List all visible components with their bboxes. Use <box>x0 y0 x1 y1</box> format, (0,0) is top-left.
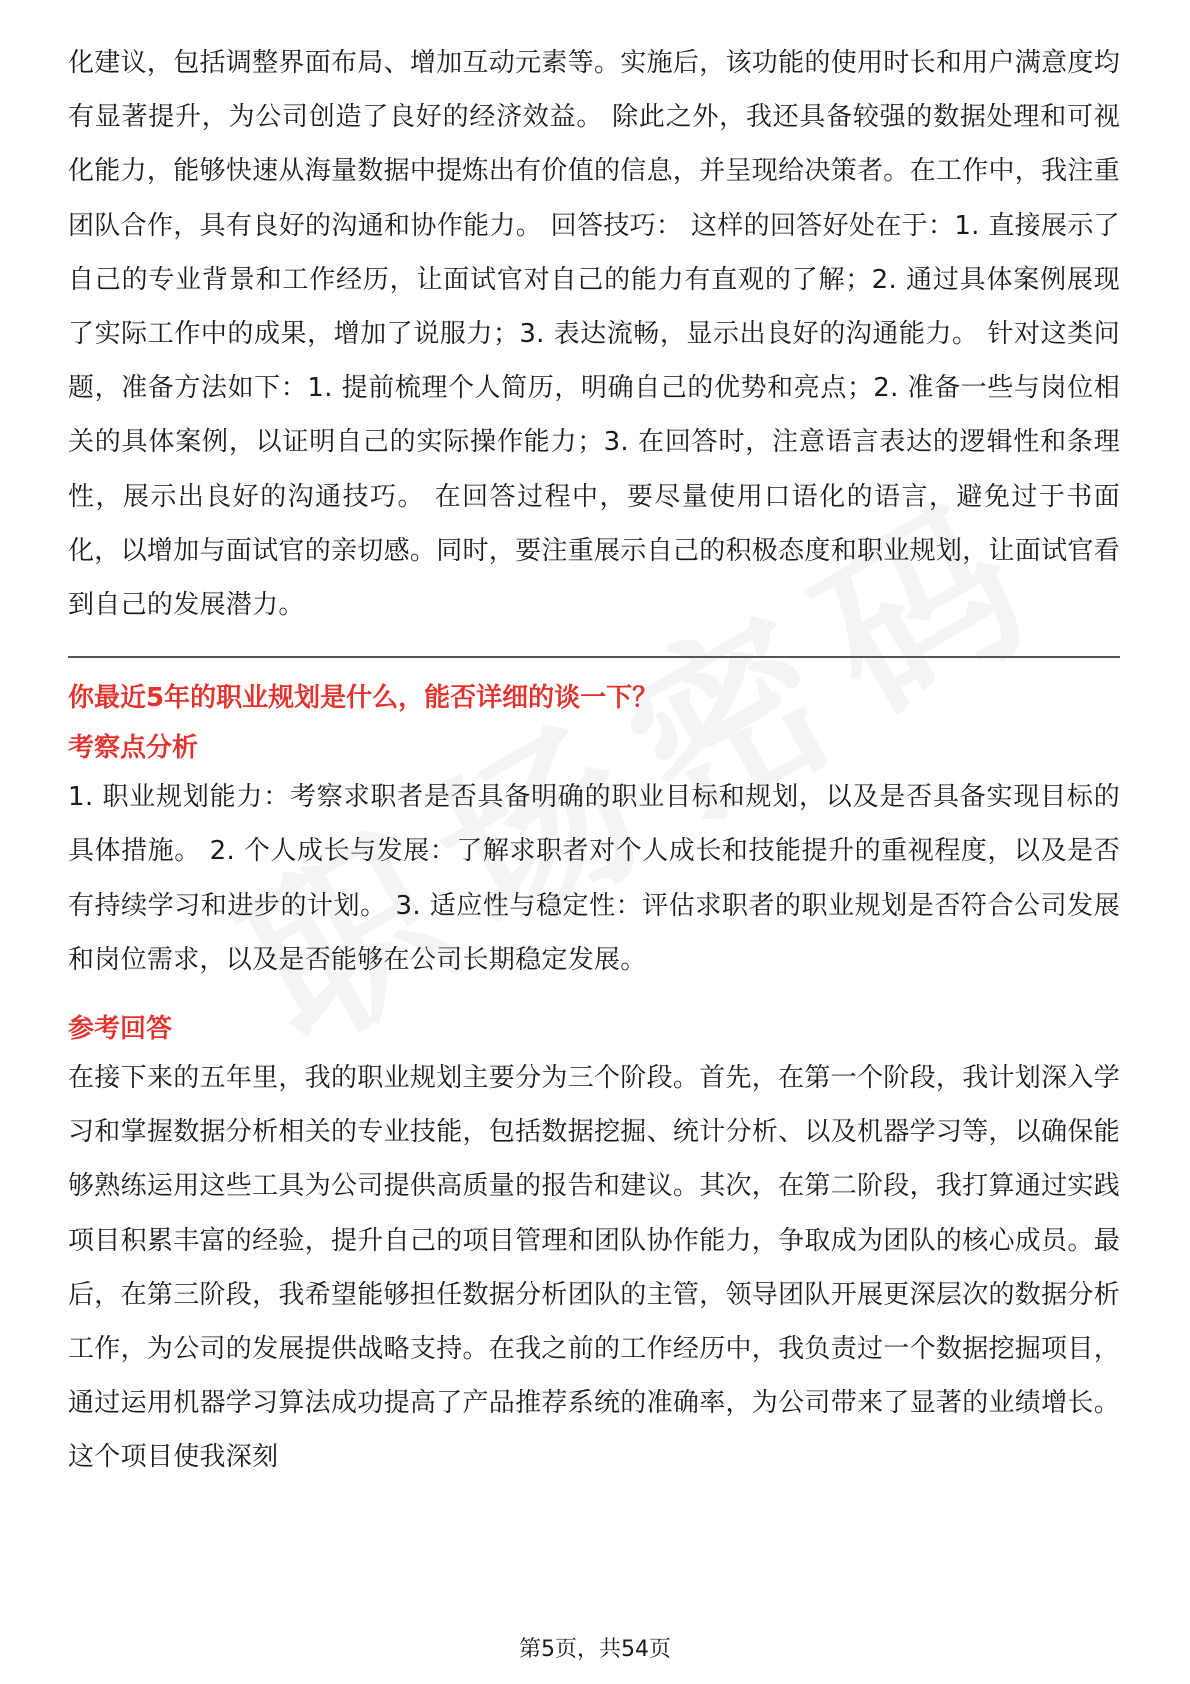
intro-paragraph: 化建议，包括调整界面布局、增加互动元素等。实施后，该功能的使用时长和用户满意度均有显著提升，为公司创造了良好的经济效益。 除此之外，我还具备较强的数据处理和可视化能力，能够快速从海量数据中提炼出有价值的信息，并呈现给决策者。在工作中，我注重团队合作，具有良好的沟通和协作能力。 回答技巧： 这样的回答好处在于：1. 直接展示了自己的专业背景和工作经历，让面试官对自己的能力有直观的了解；2. 通过具体案例展现了实际工作中的成果，增加了说服力；3. 表达流畅，显示出良好的沟通能力。 针对这类问题，准备方法如下：1. 提前梳理个人简历，明确自己的优势和亮点；2. 准备一些与岗位相关的具体案例，以证明自己的实际操作能力；3. 在回答时，注意语言表达的逻辑性和条理性，展示出良好的沟通技巧。 在回答过程中，要尽量使用口语化的语言，避免过于书面化，以增加与面试官的亲切感。同时，要注重展示自己的积极态度和职业规划，让面试官看到自己的发展潜力。 <box>68 48 1121 621</box>
page-footer: 第5页，共54页 <box>519 1637 671 1662</box>
question-heading: 你最近5年的职业规划是什么，能否详细的谈一下？ <box>68 683 659 714</box>
answer-title: 参考回答 <box>68 1014 173 1045</box>
analysis-paragraph: 1. 职业规划能力：考察求职者是否具备明确的职业目标和规划，以及是否具备实现目标的具体措施。 2. 个人成长与发展：了解求职者对个人成长和技能提升的重视程度，以及是否有持续学习和进步的计划。 3. 适应性与稳定性：评估求职者的职业规划是否符合公司发展和岗位需求，以及是否能够在公司长期稳定发展。 <box>68 782 1120 975</box>
section-divider <box>68 656 1120 658</box>
answer-paragraph: 在接下来的五年里，我的职业规划主要分为三个阶段。首先，在第一个阶段，我计划深入学习和掌握数据分析相关的专业技能，包括数据挖掘、统计分析、以及机器学习等，以确保能够熟练运用这些工具为公司提供高质量的报告和建议。其次，在第二阶段，我打算通过实践项目积累丰富的经验，提升自己的项目管理和团队协作能力，争取成为团队的核心成员。最后，在第三阶段，我希望能够担任数据分析团队的主管，领导团队开展更深层次的数据分析工作，为公司的发展提供战略支持。在我之前的工作经历中，我负责过一个数据挖掘项目，通过运用机器学习算法成功提高了产品推荐系统的准确率，为公司带来了显著的业绩增长。这个项目使我深刻 <box>68 1063 1121 1473</box>
analysis-title: 考察点分析 <box>68 733 199 764</box>
document-page <box>68 36 1120 1485</box>
